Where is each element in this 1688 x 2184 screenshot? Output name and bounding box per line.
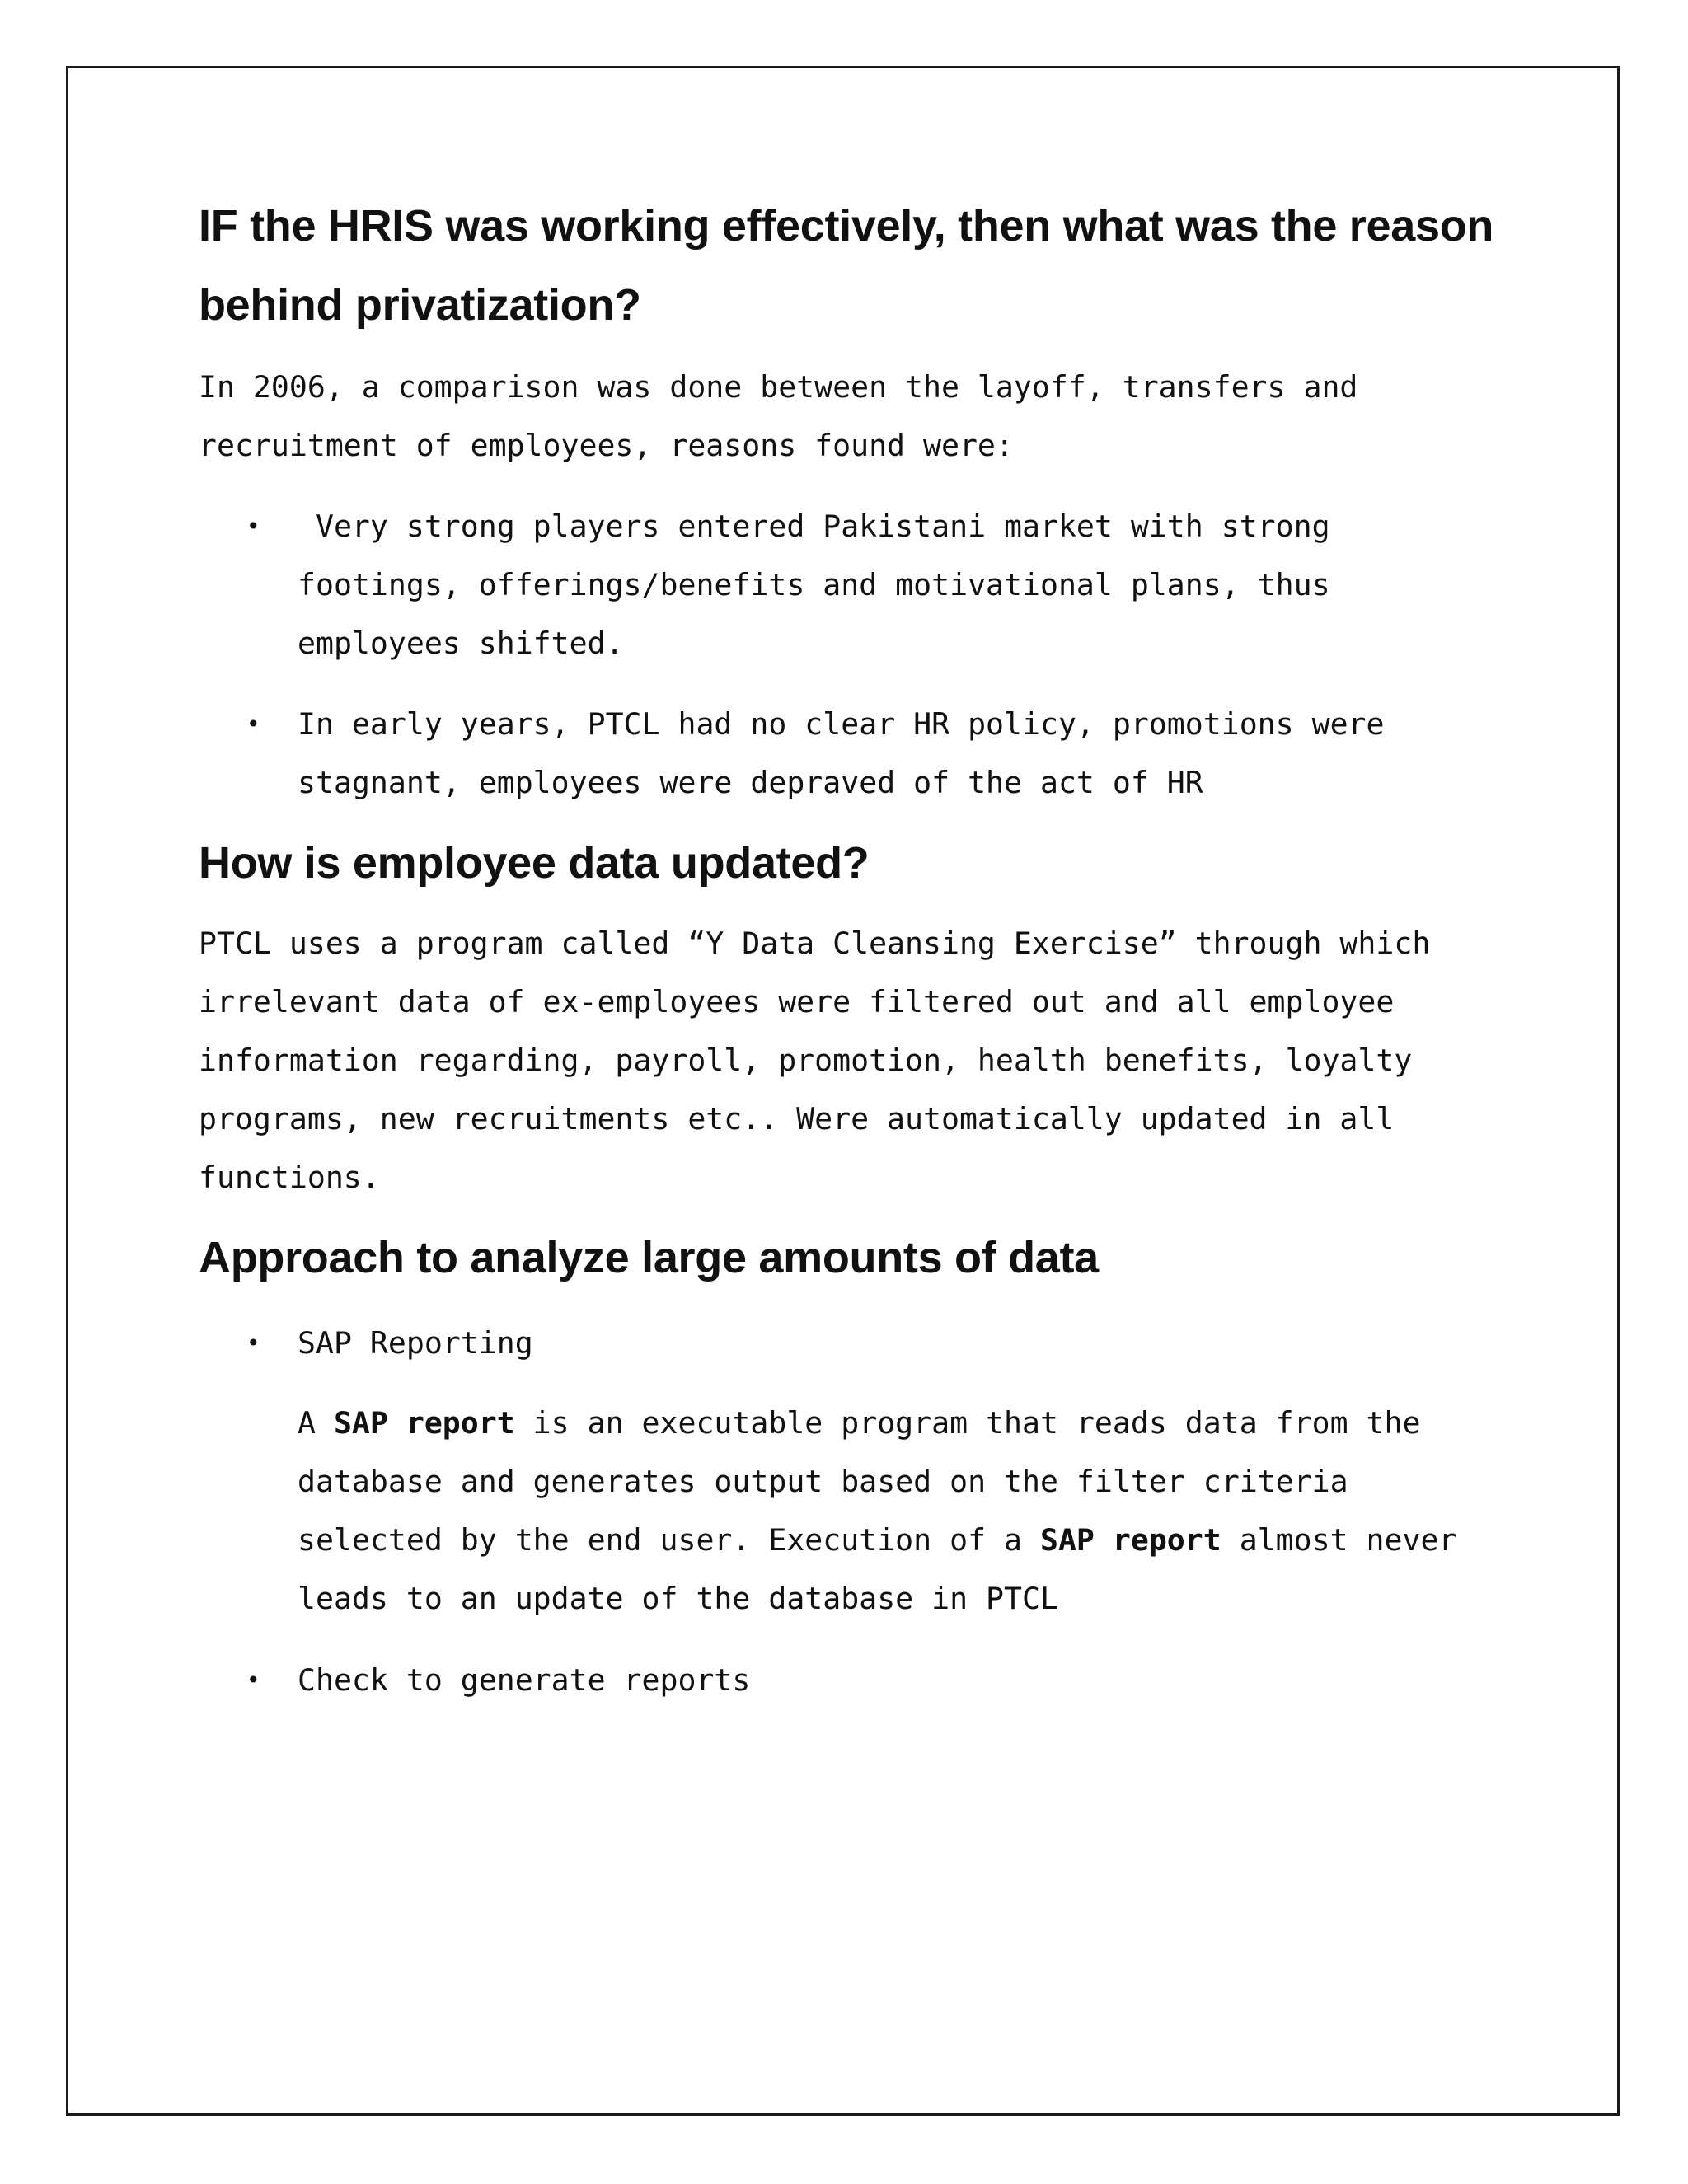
list-item [199, 1314, 1501, 1372]
approach-list-continued [199, 1651, 1501, 1709]
reasons-list [199, 497, 1501, 812]
section-heading-data-update: How is employee data updated? [199, 838, 870, 888]
list-item [199, 695, 1501, 812]
data-update-paragraph: PTCL uses a program called “Y Data Cleansing Exercise” through which irrelevant data of ex-employees were filtered out and all employee information regarding, payroll, promotion, health benefits, loyalty programs, new recruitments etc.. Were automatically updated in all functions. [199, 926, 1431, 1195]
list-item [199, 497, 1501, 673]
desc-text: A [298, 1405, 334, 1441]
desc-bold-term: SAP report [333, 1405, 515, 1441]
list-item-text: Check to generate reports [298, 1662, 751, 1698]
section-heading-analysis: Approach to analyze large amounts of data [199, 1233, 1099, 1282]
desc-bold-term: SAP report [1039, 1522, 1221, 1558]
section-heading-privatization: IF the HRIS was working effectively, then what was the reason behind privatization? [199, 201, 1494, 330]
bullet-icon: • [246, 1329, 260, 1357]
sap-report-description [199, 1394, 1501, 1628]
desc-text: almost never leads to an update of the database in PTCL [298, 1522, 1475, 1616]
desc-text: is an executable program that reads data from the database and generates output based on the filter criteria selected by the end user. Execution of a [298, 1405, 1439, 1558]
document-content [199, 186, 1501, 1709]
bullet-icon: • [246, 1666, 260, 1694]
list-item-text: In early years, PTCL had no clear HR policy, promotions were stagnant, employees were depraved of the act of HR [298, 706, 1385, 800]
list-item-text: Very strong players entered Pakistani market with strong footings, offerings/benefits and motivational plans, thus employees shifted. [298, 509, 1348, 661]
intro-paragraph: In 2006, a comparison was done between the layoff, transfers and recruitment of employees, reasons found were: [199, 369, 1358, 463]
list-item [199, 1651, 1501, 1709]
bullet-icon: • [246, 513, 260, 540]
approach-list [199, 1314, 1501, 1372]
bullet-icon: • [246, 710, 260, 738]
list-item-text: SAP Reporting [298, 1325, 533, 1361]
